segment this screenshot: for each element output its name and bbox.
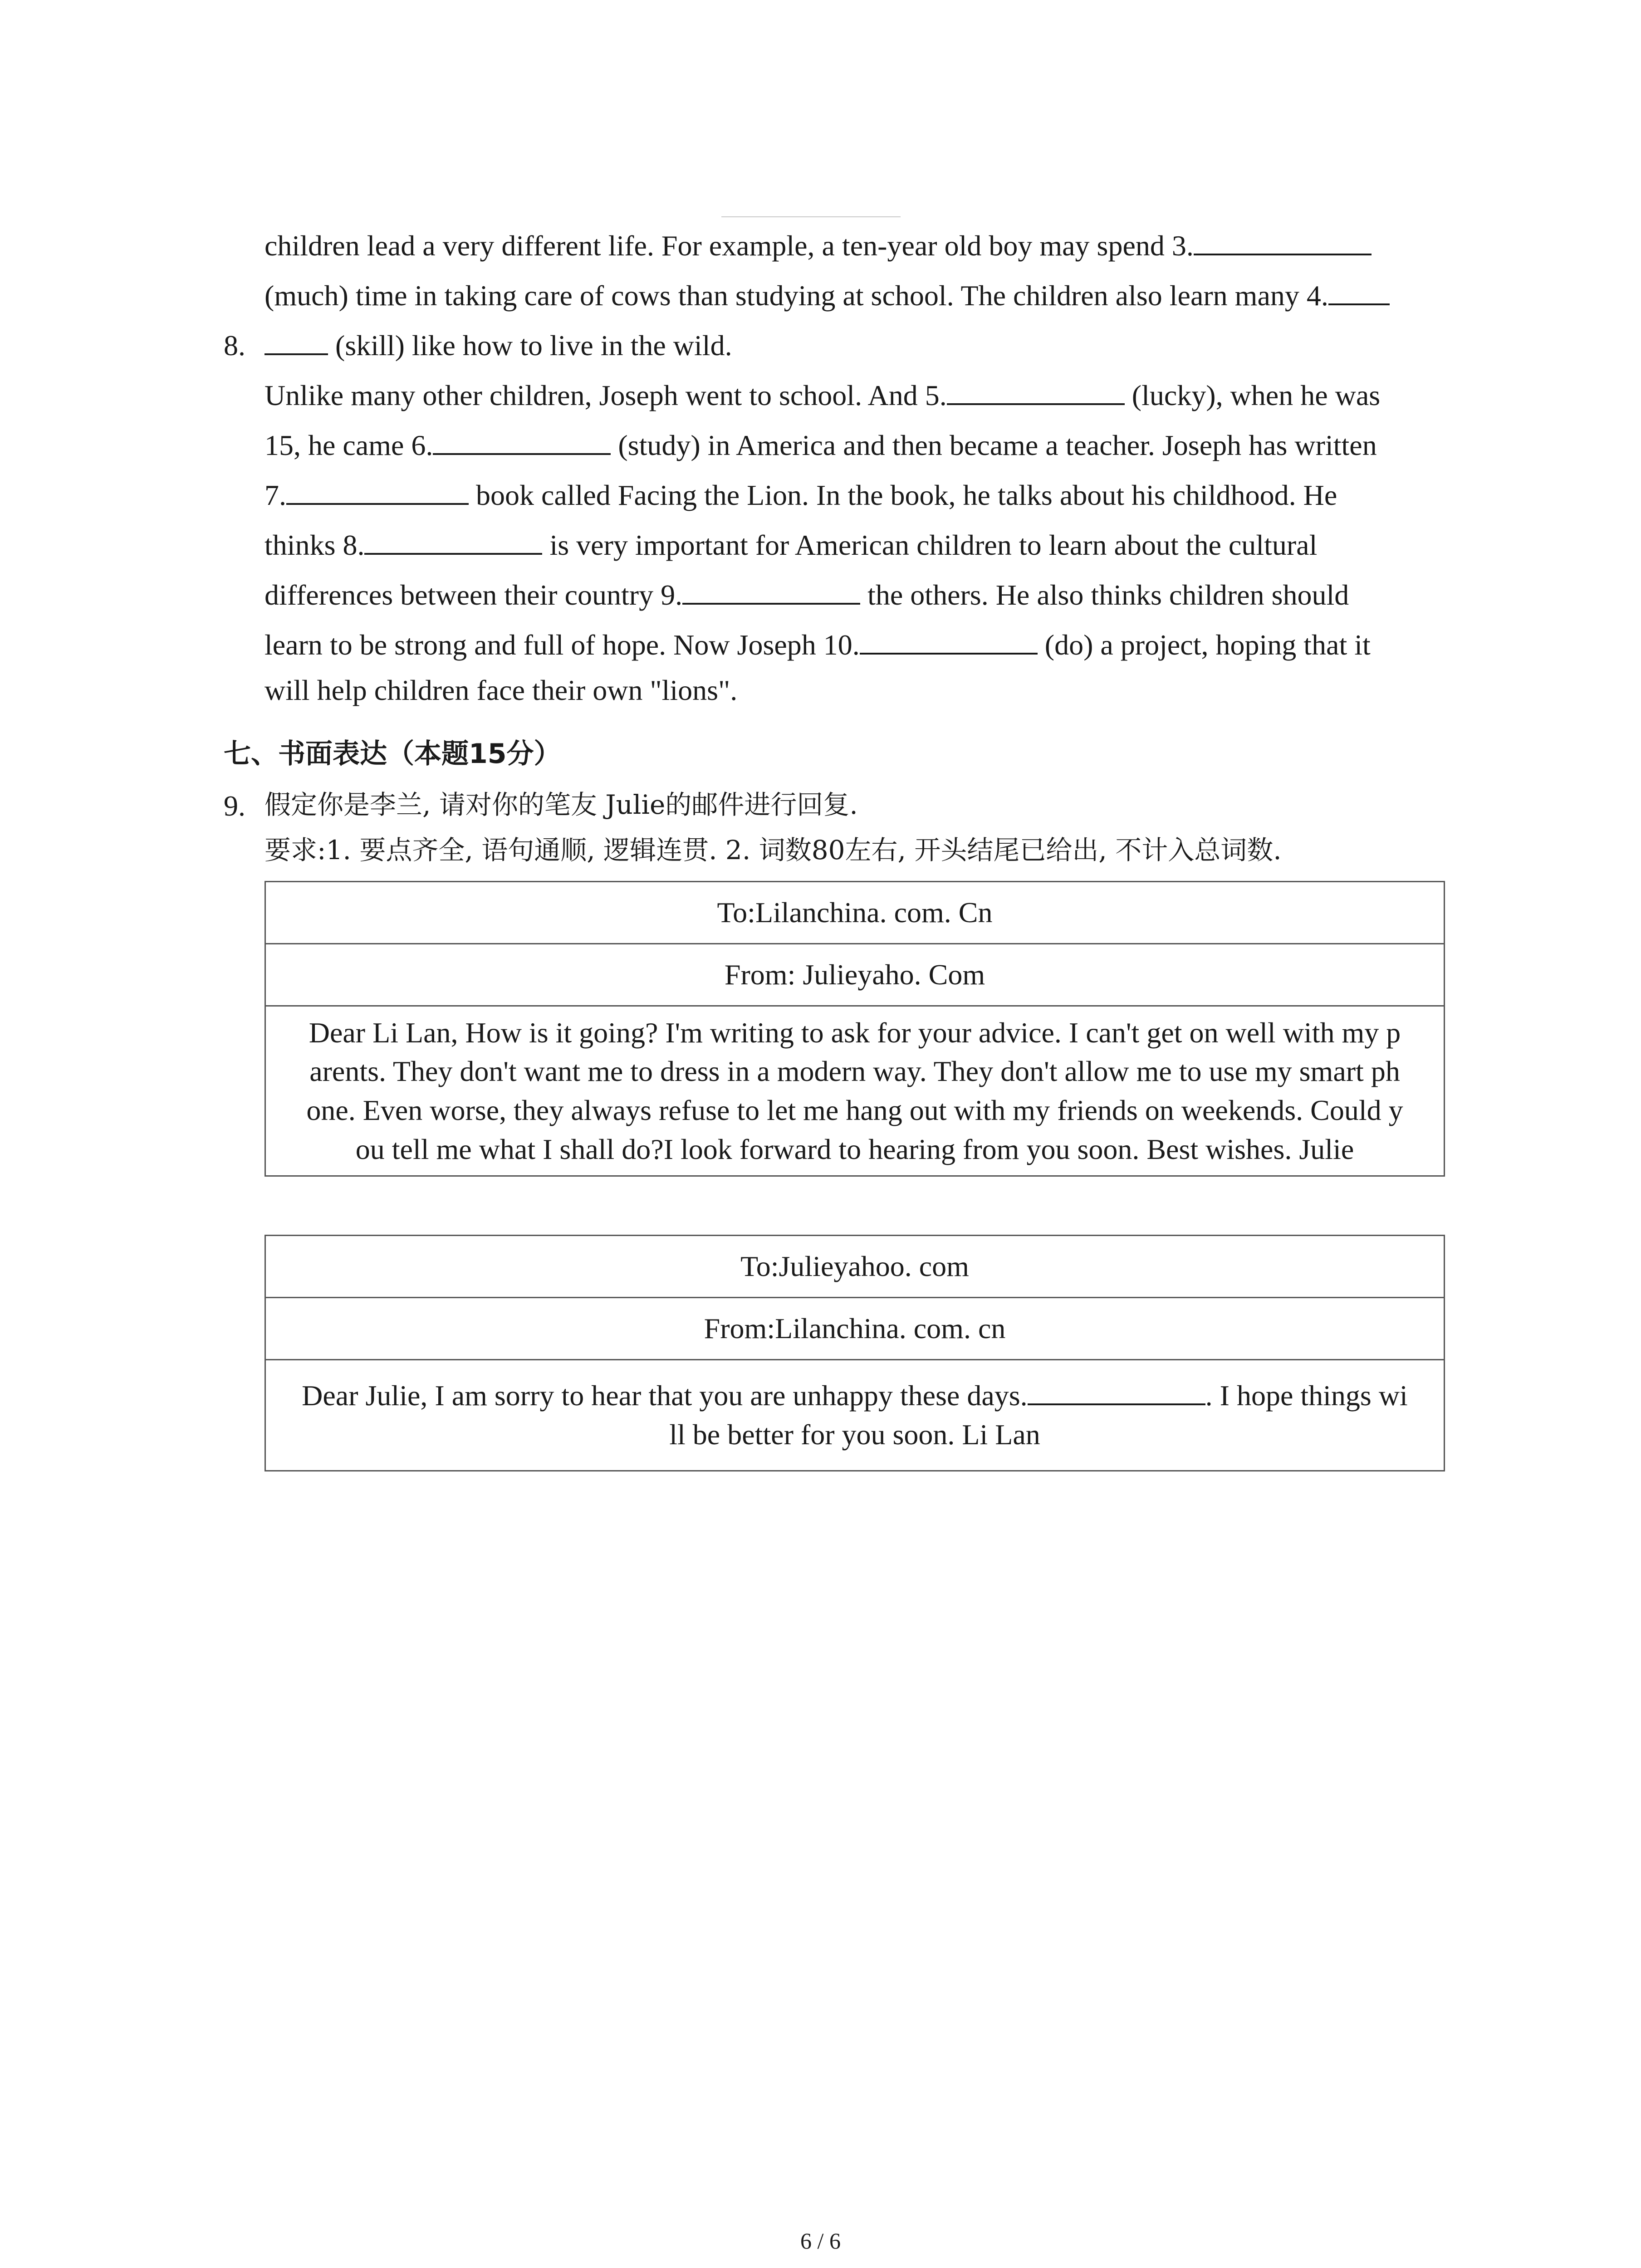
passage-text: (do) a project, hoping that it: [1044, 629, 1371, 661]
answer-blank-7[interactable]: [286, 502, 469, 505]
reply-text: Dear Julie, I am sorry to hear that you are unhappy these days.: [302, 1379, 1028, 1412]
answer-blank-8[interactable]: [364, 552, 542, 555]
reply-body-line: ll be better for you soon. Li Lan: [669, 1418, 1040, 1451]
email-from-field: From: Julieyaho. Com: [265, 944, 1445, 1006]
answer-blank-6[interactable]: [433, 452, 611, 455]
section-title: 七、书面表达（本题15分）: [224, 738, 561, 770]
passage-text: (lucky), when he was: [1132, 379, 1381, 411]
reply-from-field: From:Lilanchina. com. cn: [265, 1298, 1445, 1360]
passage-text: book called Facing the Lion. In the book, he talks about his childhood. He: [476, 479, 1337, 511]
email-body-line: one. Even worse, they always refuse to let me hang out with my friends on weekends. Could y: [306, 1094, 1403, 1126]
passage-line-3: [265, 331, 732, 360]
passage-line-8: [265, 581, 1349, 610]
passage-line-2: [265, 281, 1390, 310]
writing-requirements: 要求:1. 要点齐全, 语句通顺, 逻辑连贯. 2. 词数80左右, 开头结尾已给出, 不计入总词数.: [265, 835, 1282, 865]
passage-line-1: [265, 231, 1372, 260]
writing-prompt: 假定你是李兰, 请对你的笔友 Julie的邮件进行回复.: [265, 789, 858, 820]
reply-body: [265, 1360, 1445, 1471]
reply-answer-blank[interactable]: [1028, 1403, 1205, 1405]
email-body-line: Dear Li Lan, How is it going? I'm writing to ask for your advice. I can't get on well with my p: [309, 1016, 1401, 1049]
answer-blank-3[interactable]: [1194, 253, 1372, 255]
email-body: [265, 1006, 1445, 1176]
question-number-8: 8.: [224, 329, 245, 362]
answer-blank-9[interactable]: [682, 602, 860, 605]
passage-text: Unlike many other children, Joseph went to school. And 5.: [265, 379, 947, 411]
passage-text: 15, he came 6.: [265, 429, 433, 461]
page-number: 6 / 6: [800, 2228, 841, 2253]
passage-line-10: will help children face their own "lions".: [265, 674, 738, 706]
passage-text: (much) time in taking care of cows than studying at school. The children also learn many 4.: [265, 279, 1328, 312]
passage-line-4: [265, 381, 1380, 410]
email-body-line: arents. They don't want me to dress in a modern way. They don't allow me to use my smart ph: [309, 1055, 1400, 1088]
email-to-field: To:Lilanchina. com. Cn: [265, 882, 1445, 944]
passage-line-6: [265, 481, 1337, 510]
passage-text: (skill) like how to live in the wild.: [335, 329, 732, 362]
reply-body-line: [279, 1376, 1431, 1415]
passage-text: thinks 8.: [265, 529, 365, 561]
passage-text: learn to be strong and full of hope. Now Joseph 10.: [265, 629, 860, 661]
passage-text: 7.: [265, 479, 286, 511]
answer-blank-4[interactable]: [1328, 303, 1390, 305]
received-email-table: [265, 881, 1445, 1177]
answer-blank-4-continued[interactable]: [265, 352, 328, 355]
passage-line-5: [265, 431, 1377, 460]
question-number-9: 9.: [224, 790, 245, 822]
passage-text: children lead a very different life. For example, a ten-year old boy may spend 3.: [265, 230, 1194, 262]
passage-text: (study) in America and then became a teacher. Joseph has written: [618, 429, 1377, 461]
answer-blank-10[interactable]: [860, 652, 1038, 655]
reply-to-field: To:Julieyahoo. com: [265, 1236, 1445, 1298]
header-rule: [721, 216, 901, 217]
reply-email-table: [265, 1235, 1445, 1471]
answer-blank-5[interactable]: [947, 402, 1125, 405]
passage-line-7: [265, 531, 1317, 560]
passage-text: differences between their country 9.: [265, 579, 683, 611]
email-body-line: ou tell me what I shall do?I look forward to hearing from you soon. Best wishes. Julie: [355, 1133, 1354, 1165]
passage-line-9: [265, 631, 1371, 660]
reply-text: . I hope things wi: [1205, 1379, 1408, 1412]
passage-text: is very important for American children to learn about the cultural: [549, 529, 1318, 561]
passage-text: the others. He also thinks children should: [867, 579, 1349, 611]
